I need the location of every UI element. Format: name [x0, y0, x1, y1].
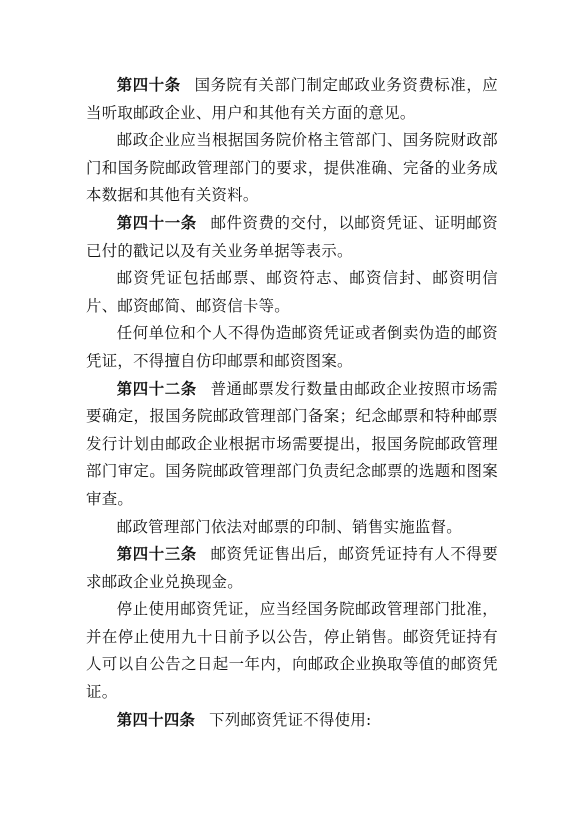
article-44-paragraph: [86, 707, 498, 735]
article-42-paragraph-2: [86, 514, 498, 542]
article-43-paragraph-2: [86, 596, 498, 706]
article-text: 下列邮资凭证不得使用:: [209, 710, 372, 729]
article-41-paragraph-3: [86, 320, 498, 375]
article-41-paragraph: [86, 210, 498, 265]
article-heading: 第四十一条: [116, 213, 197, 232]
article-text: 邮政管理部门依法对邮票的印制、销售实施监督。: [116, 517, 462, 536]
article-text: 邮件资费的交付，以邮资凭证、证明邮资已付的戳记以及有关业务单据等表示。: [86, 213, 498, 260]
article-40-paragraph: [86, 72, 498, 127]
article-text: 邮资凭证售出后，邮资凭证持有人不得要求邮政企业兑换现金。: [86, 545, 498, 591]
article-heading: 第四十四条: [116, 710, 196, 729]
article-41-paragraph-2: [86, 265, 498, 320]
article-42-paragraph: [86, 376, 498, 514]
article-heading: 第四十三条: [116, 545, 197, 564]
article-text: 普通邮票发行数量由邮政企业按照市场需要确定，报国务院邮政管理部门备案；纪念邮票和特种邮票发行计划由邮政企业根据市场需要提出，报国务院邮政管理部门审定。国务院邮政管理部门负责纪念邮票的选题和图案审查。: [86, 379, 498, 508]
article-text: 国务院有关部门制定邮政业务资费标准，应当听取邮政企业、用户和其他有关方面的意见。: [86, 76, 498, 122]
article-text: 停止使用邮资凭证，应当经国务院邮政管理部门批准，并在停止使用九十日前予以公告，停止销售。邮资凭证持有人可以自公告之日起一年内，向邮政企业换取等值的邮资凭证。: [86, 600, 498, 702]
document-page: [86, 72, 498, 734]
article-heading: 第四十条: [116, 76, 181, 94]
article-text: 邮资凭证包括邮票、邮资符志、邮资信封、邮资明信片、邮资邮简、邮资信卡等。: [86, 269, 498, 315]
article-40-paragraph-2: [86, 127, 498, 210]
article-text: 任何单位和个人不得伪造邮资凭证或者倒卖伪造的邮资凭证，不得擅自仿印邮票和邮资图案。: [86, 324, 498, 370]
article-heading: 第四十二条: [116, 379, 197, 398]
article-text: 邮政企业应当根据国务院价格主管部门、国务院财政部门和国务院邮政管理部门的要求，提供准确、完备的业务成本数据和其他有关资料。: [86, 131, 498, 205]
article-43-paragraph: [86, 541, 498, 596]
